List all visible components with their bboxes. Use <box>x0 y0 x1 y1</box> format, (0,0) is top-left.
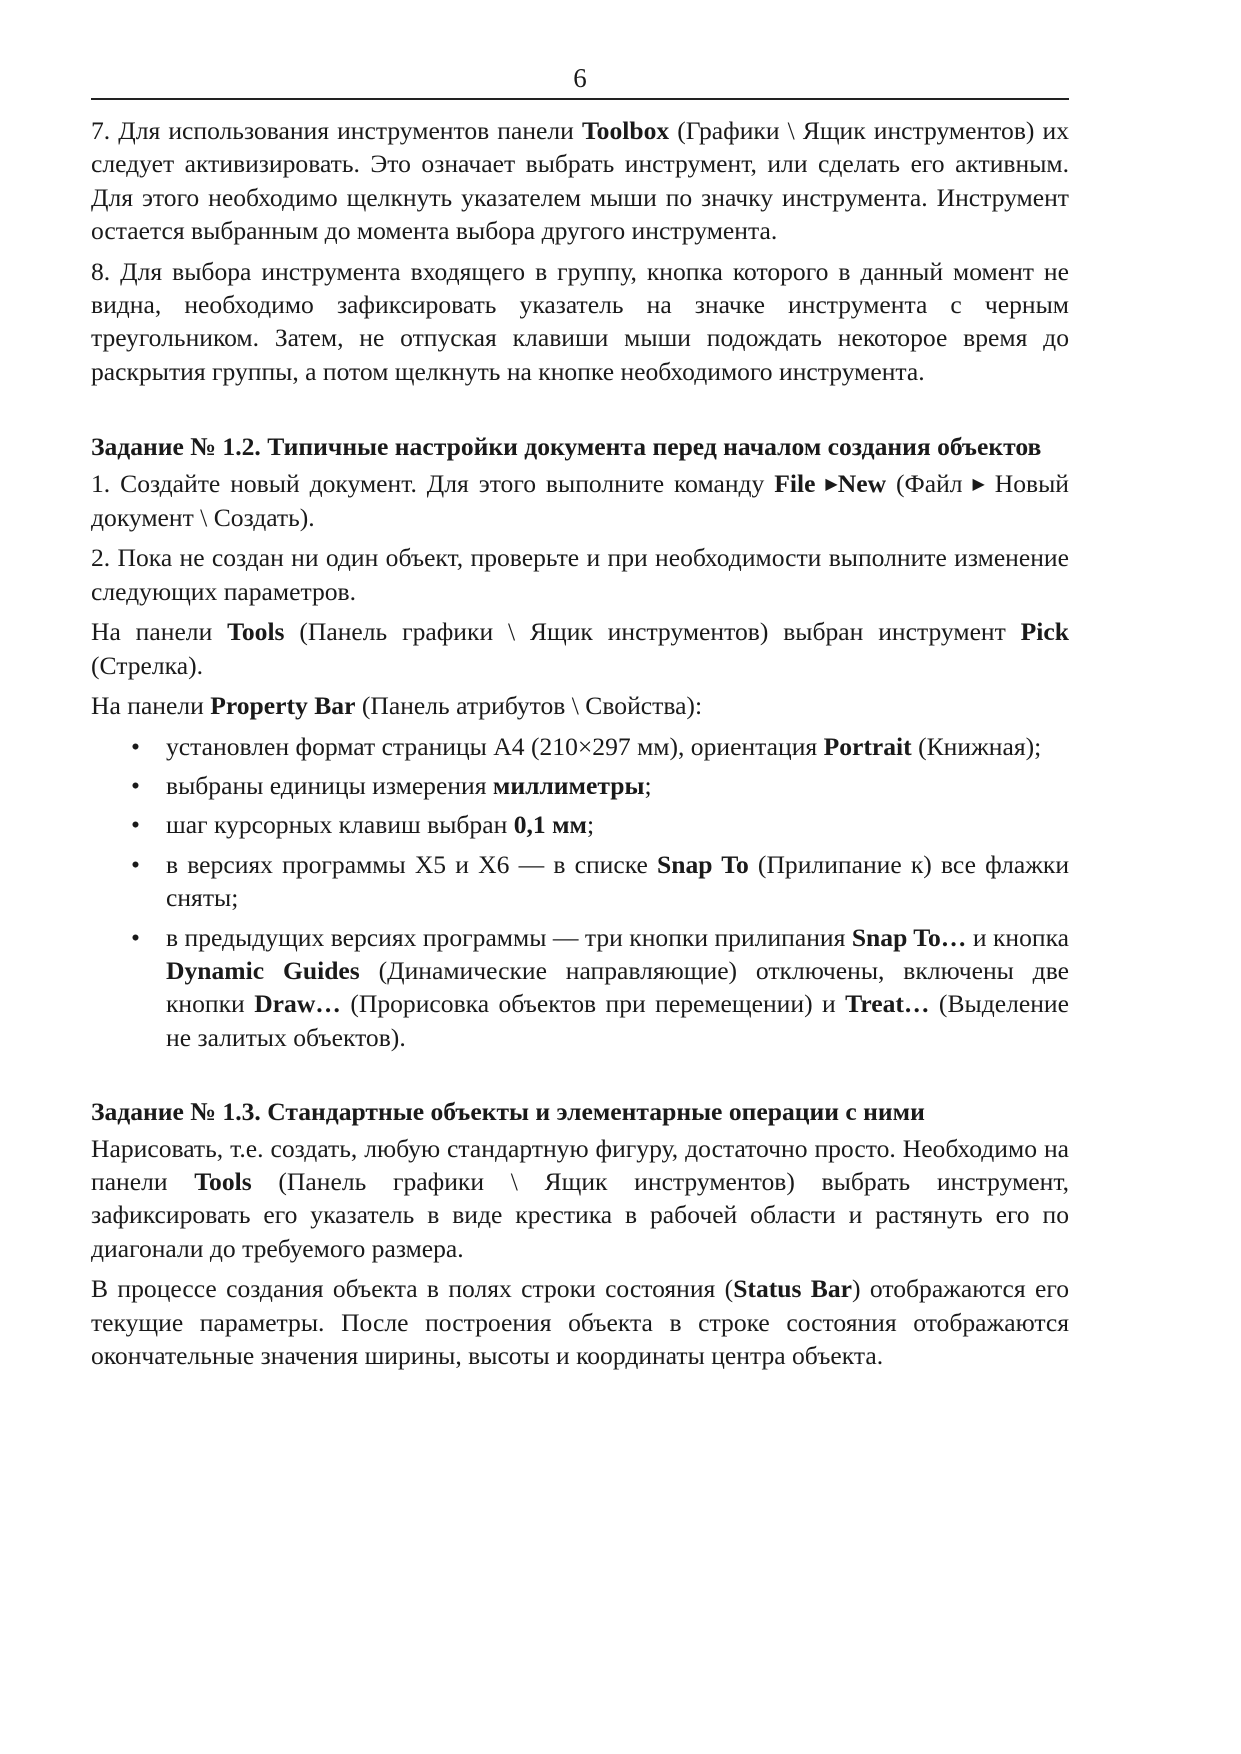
text-run: (Прорисовка объектов при перемещении) и <box>340 989 846 1019</box>
task-1-3-heading: Задание № 1.3. Стандартные объекты и элементарные операции с ними <box>91 1097 925 1127</box>
page-number: 6 <box>573 63 587 93</box>
task-1-3-paragraph-1 <box>91 1132 1069 1266</box>
text-run: На панели <box>91 617 228 647</box>
text-run: (Панель атрибутов \ Свойства): <box>355 691 703 721</box>
list-item-text <box>166 730 1069 763</box>
task-1-2-tools-line <box>91 615 1069 682</box>
text-run: 7. Для использования инструментов панели <box>91 116 582 145</box>
triangle-right-icon: ▶ <box>972 475 985 493</box>
section-gap <box>91 395 1069 430</box>
text-run: На панели <box>91 691 211 721</box>
text-run <box>815 469 825 498</box>
text-run: В процессе создания объекта в полях строки состояния ( <box>91 1274 734 1304</box>
text-run: шаг курсорных клавиш выбран <box>166 810 514 840</box>
bullet-icon: • <box>131 731 140 761</box>
bullet-icon: • <box>131 849 140 879</box>
list-item-text <box>166 848 1069 915</box>
text-run: (Файл <box>886 468 973 498</box>
term-file: File <box>774 468 816 498</box>
task-1-2-step-1 <box>91 467 1069 535</box>
list-item <box>91 848 1069 915</box>
list-item <box>91 808 1069 841</box>
term-tools: Tools <box>194 1166 252 1196</box>
bullet-icon: • <box>131 770 140 800</box>
paragraph-step-8: 8. Для выбора инструмента входящего в группу, кнопка которого в данный момент не видна, необходимо зафиксировать указатель на значке инструмента с черным треугольником. Затем, не отпуская клавиши мыши подождать некоторое время до раскрытия группы, а потом щелкнуть на кнопке необходимого инструмента. <box>91 256 1069 386</box>
text-run: и кнопка <box>966 922 1070 952</box>
term-new: New <box>837 468 887 498</box>
term-toolbox: Toolbox <box>581 116 670 145</box>
header-rule <box>91 98 1069 100</box>
text-run: Нарисовать, т.е. создать, любую стандартную фигуру, достаточно просто. Необходимо на панели <box>91 1133 1069 1196</box>
bullet-icon: • <box>131 922 140 952</box>
text-run: 1. Создайте новый документ. Для этого выполните команду <box>91 468 775 498</box>
term-property-bar: Property Bar <box>210 691 356 721</box>
text-run: ) отображаются его текущие параметры. После построения объекта в строке состояния отображаются окончательные значения ширины, высоты и координаты центра объекта. <box>91 1274 1069 1370</box>
term-treat: Treat… <box>845 989 930 1019</box>
list-item <box>91 769 1069 802</box>
text-run: (Панель графики \ Ящик инструментов) выбрать инструмент, зафиксировать его указатель в виде крестика в рабочей области и растянуть его по диагонали до требуемого размера. <box>91 1166 1069 1263</box>
bullet-icon: • <box>131 810 140 840</box>
property-bar-settings-list <box>91 730 1069 1055</box>
task-1-2-step-2: 2. Пока не создан ни один объект, проверьте и при необходимости выполните изменение следующих параметров. <box>91 543 1069 606</box>
term-millimeters: миллиметры <box>492 770 645 800</box>
document-page <box>91 62 1069 1379</box>
term-tools: Tools <box>227 617 285 647</box>
text-run: (Книжная); <box>911 731 1042 761</box>
section-gap <box>91 1060 1069 1095</box>
text-run: в предыдущих версиях программы — три кнопки прилипания <box>166 922 852 952</box>
task-1-3-paragraph-2 <box>91 1272 1069 1372</box>
term-pick: Pick <box>1020 617 1069 647</box>
text-run: (Выделение не залитых объектов). <box>166 989 1069 1052</box>
term-snap-to: Snap To <box>657 849 749 879</box>
text-run: ; <box>644 770 652 800</box>
term-nudge-step: 0,1 мм <box>513 810 587 840</box>
list-item <box>91 921 1069 1055</box>
list-item-text <box>166 921 1069 1055</box>
task-1-2-heading: Задание № 1.2. Типичные настройки документа перед началом создания объектов <box>91 432 1042 462</box>
term-dynamic-guides: Dynamic Guides <box>166 955 360 985</box>
paragraph-step-7 <box>91 114 1069 248</box>
text-run: (Динамические направляющие) отключены, включены две кнопки <box>166 955 1069 1019</box>
text-run: Новый документ \ Создать). <box>91 468 1069 533</box>
list-item-text <box>166 808 1069 841</box>
text-run: (Графики \ Ящик инструментов) их следует активизировать. Это означает выбрать инструмент, или сделать его активным. Для этого необходимо щелкнуть указателем мыши по значку инструмента. Инструмент остается выбранным до момента выбора другого инструмента. <box>91 116 1069 246</box>
list-item-text <box>166 769 1069 802</box>
text-run: ; <box>586 810 595 840</box>
list-item <box>91 730 1069 763</box>
term-snap-to-buttons: Snap To… <box>851 922 967 952</box>
text-run: (Панель графики \ Ящик инструментов) выбран инструмент <box>284 617 1021 647</box>
text-run: (Стрелка). <box>91 650 204 680</box>
term-status-bar: Status Bar <box>733 1274 853 1304</box>
text-run: установлен формат страницы А4 (210×297 мм), ориентация <box>166 731 824 761</box>
text-run: выбраны единицы измерения <box>166 770 493 800</box>
text-run: (Прилипание к) все флажки сняты; <box>166 849 1070 913</box>
term-portrait: Portrait <box>823 731 912 761</box>
task-1-2-property-bar-line <box>91 689 1069 722</box>
term-draw: Draw… <box>254 989 341 1019</box>
triangle-right-icon: ▶ <box>825 475 838 493</box>
text-run: в версиях программы X5 и X6 — в списке <box>166 849 658 879</box>
